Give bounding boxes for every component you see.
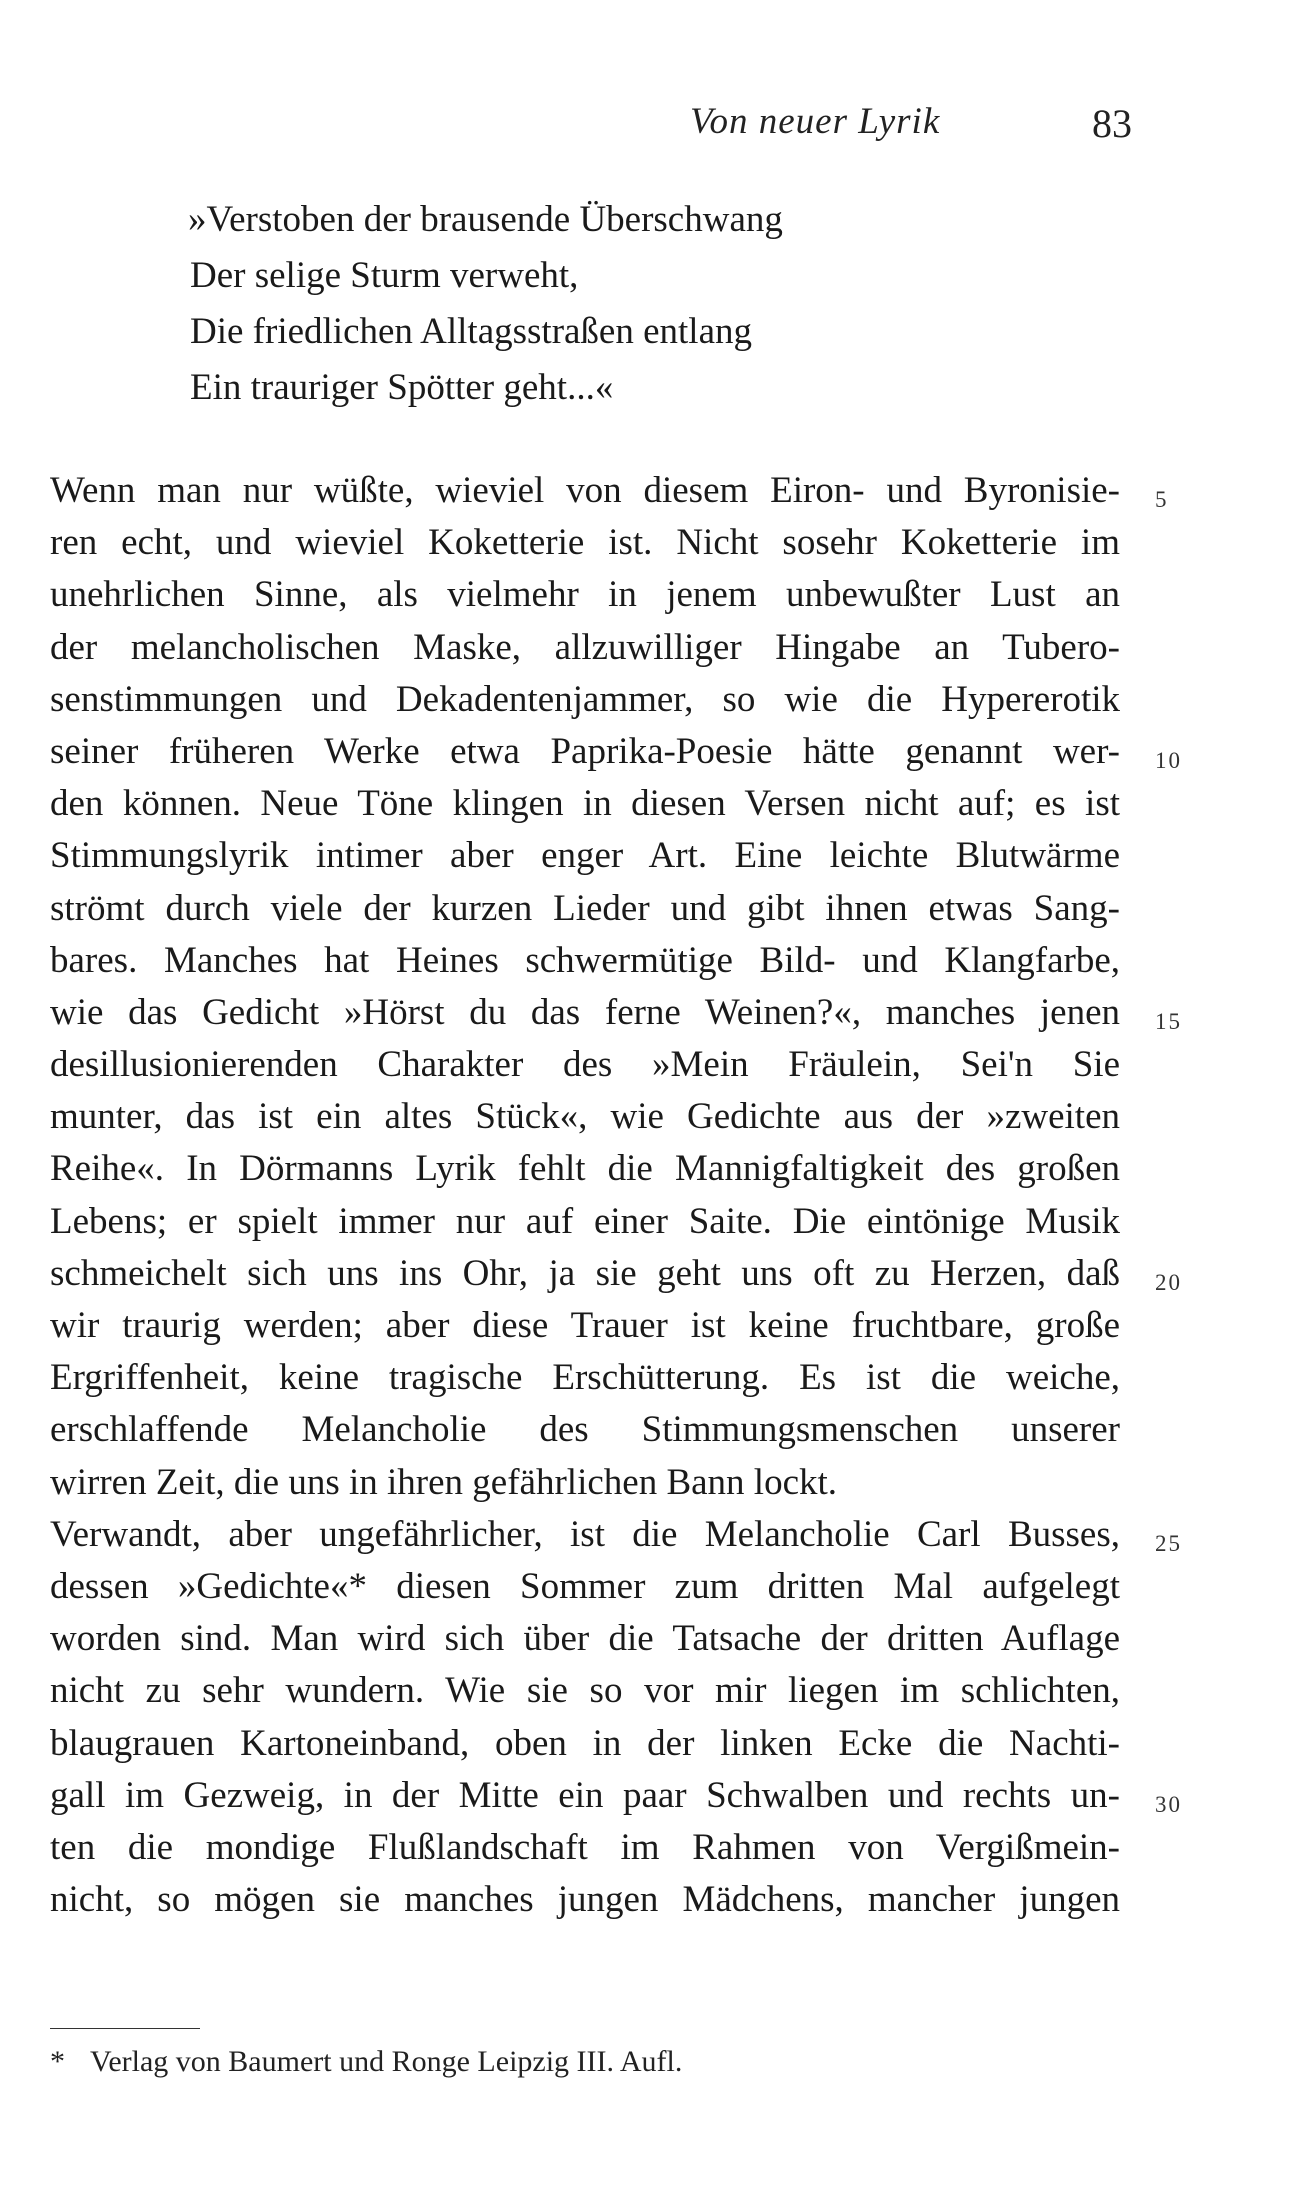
text-line: bares. Manches hat Heines schwermütige Bild- und Klangfarbe, bbox=[50, 939, 1120, 981]
text-line: gall im Gezweig, in der Mitte ein paar Schwalben und rechts un- bbox=[50, 1774, 1120, 1816]
text-line: wie das Gedicht »Hörst du das ferne Weinen?«, manches jenen bbox=[50, 991, 1120, 1033]
text-line: Stimmungslyrik intimer aber enger Art. Eine leichte Blutwärme bbox=[50, 835, 1120, 877]
line-number: 15 bbox=[1155, 1009, 1182, 1034]
text-line: desillusionierenden Charakter des »Mein Fräulein, Sei'n Sie bbox=[50, 1044, 1120, 1086]
text-line: ten die mondige Flußlandschaft im Rahmen von Vergißmein- bbox=[50, 1826, 1120, 1868]
poem-line: »Verstoben der brausende Überschwang bbox=[188, 199, 783, 240]
text-line: senstimmungen und Dekadentenjammer, so wie die Hypererotik bbox=[50, 678, 1120, 720]
line-number: 5 bbox=[1155, 487, 1169, 512]
text-line: ren echt, und wieviel Koketterie ist. Nicht sosehr Koketterie im bbox=[50, 522, 1120, 564]
text-line: seiner früheren Werke etwa Paprika-Poesie hätte genannt wer- bbox=[50, 730, 1120, 772]
text-line: den können. Neue Töne klingen in diesen Versen nicht auf; es ist bbox=[50, 783, 1120, 825]
text-line: wir traurig werden; aber diese Trauer ist keine fruchtbare, große bbox=[50, 1305, 1120, 1346]
poem-line: Der selige Sturm verweht, bbox=[190, 255, 579, 296]
text-line: Wenn man nur wüßte, wieviel von diesem Eiron- und Byronisie- bbox=[50, 470, 1120, 511]
line-number: 25 bbox=[1155, 1531, 1182, 1556]
text-line: schmeichelt sich uns ins Ohr, ja sie geht uns oft zu Herzen, daß bbox=[50, 1252, 1120, 1294]
text-line: nicht, so mögen sie manches jungen Mädchens, mancher jungen bbox=[50, 1879, 1120, 1921]
text-line: munter, das ist ein altes Stück«, wie Gedichte aus der »zweiten bbox=[50, 1096, 1120, 1138]
line-number: 20 bbox=[1155, 1270, 1182, 1295]
body-text bbox=[50, 465, 1120, 1926]
running-title: Von neuer Lyrik bbox=[690, 101, 941, 142]
text-line: dessen »Gedichte«* diesen Sommer zum dritten Mal aufgelegt bbox=[50, 1565, 1120, 1607]
text-line: wirren Zeit, die uns in ihren gefährlichen Bann lockt. bbox=[50, 1461, 838, 1503]
footnote bbox=[50, 2042, 682, 2082]
text-line: worden sind. Man wird sich über die Tatsache der dritten Auflage bbox=[50, 1618, 1120, 1660]
text-line: der melancholischen Maske, allzuwilliger Hingabe an Tubero- bbox=[50, 626, 1120, 668]
text-line: Verwandt, aber ungefährlicher, ist die Melancholie Carl Busses, bbox=[50, 1513, 1120, 1555]
text-line: Reihe«. In Dörmanns Lyrik fehlt die Mannigfaltigkeit des großen bbox=[50, 1148, 1120, 1190]
poem-line: Ein trauriger Spötter geht...« bbox=[190, 367, 614, 408]
text-line: blaugrauen Kartoneinband, oben in der linken Ecke die Nachti- bbox=[50, 1722, 1120, 1764]
text-line: strömt durch viele der kurzen Lieder und gibt ihnen etwas Sang- bbox=[50, 887, 1120, 929]
line-number: 30 bbox=[1155, 1792, 1182, 1817]
footnote-text: Verlag von Baumert und Ronge Leipzig III. Aufl. bbox=[90, 2045, 683, 2078]
text-line: Ergriffenheit, keine tragische Erschütterung. Es ist die weiche, bbox=[50, 1357, 1120, 1399]
poem-line: Die friedlichen Alltagsstraßen entlang bbox=[190, 311, 753, 352]
text-line: erschlaffende Melancholie des Stimmungsmenschen unserer bbox=[50, 1409, 1120, 1451]
footnote-divider bbox=[50, 2028, 200, 2029]
page-number: 83 bbox=[1092, 101, 1132, 146]
poem-quote bbox=[190, 192, 1090, 416]
text-line: unehrlichen Sinne, als vielmehr in jenem unbewußter Lust an bbox=[50, 574, 1120, 616]
text-line: Lebens; er spielt immer nur auf einer Saite. Die eintönige Musik bbox=[50, 1200, 1120, 1242]
line-number: 10 bbox=[1155, 748, 1182, 773]
footnote-marker: * bbox=[50, 2045, 65, 2078]
text-line: nicht zu sehr wundern. Wie sie so vor mir liegen im schlichten, bbox=[50, 1670, 1120, 1712]
